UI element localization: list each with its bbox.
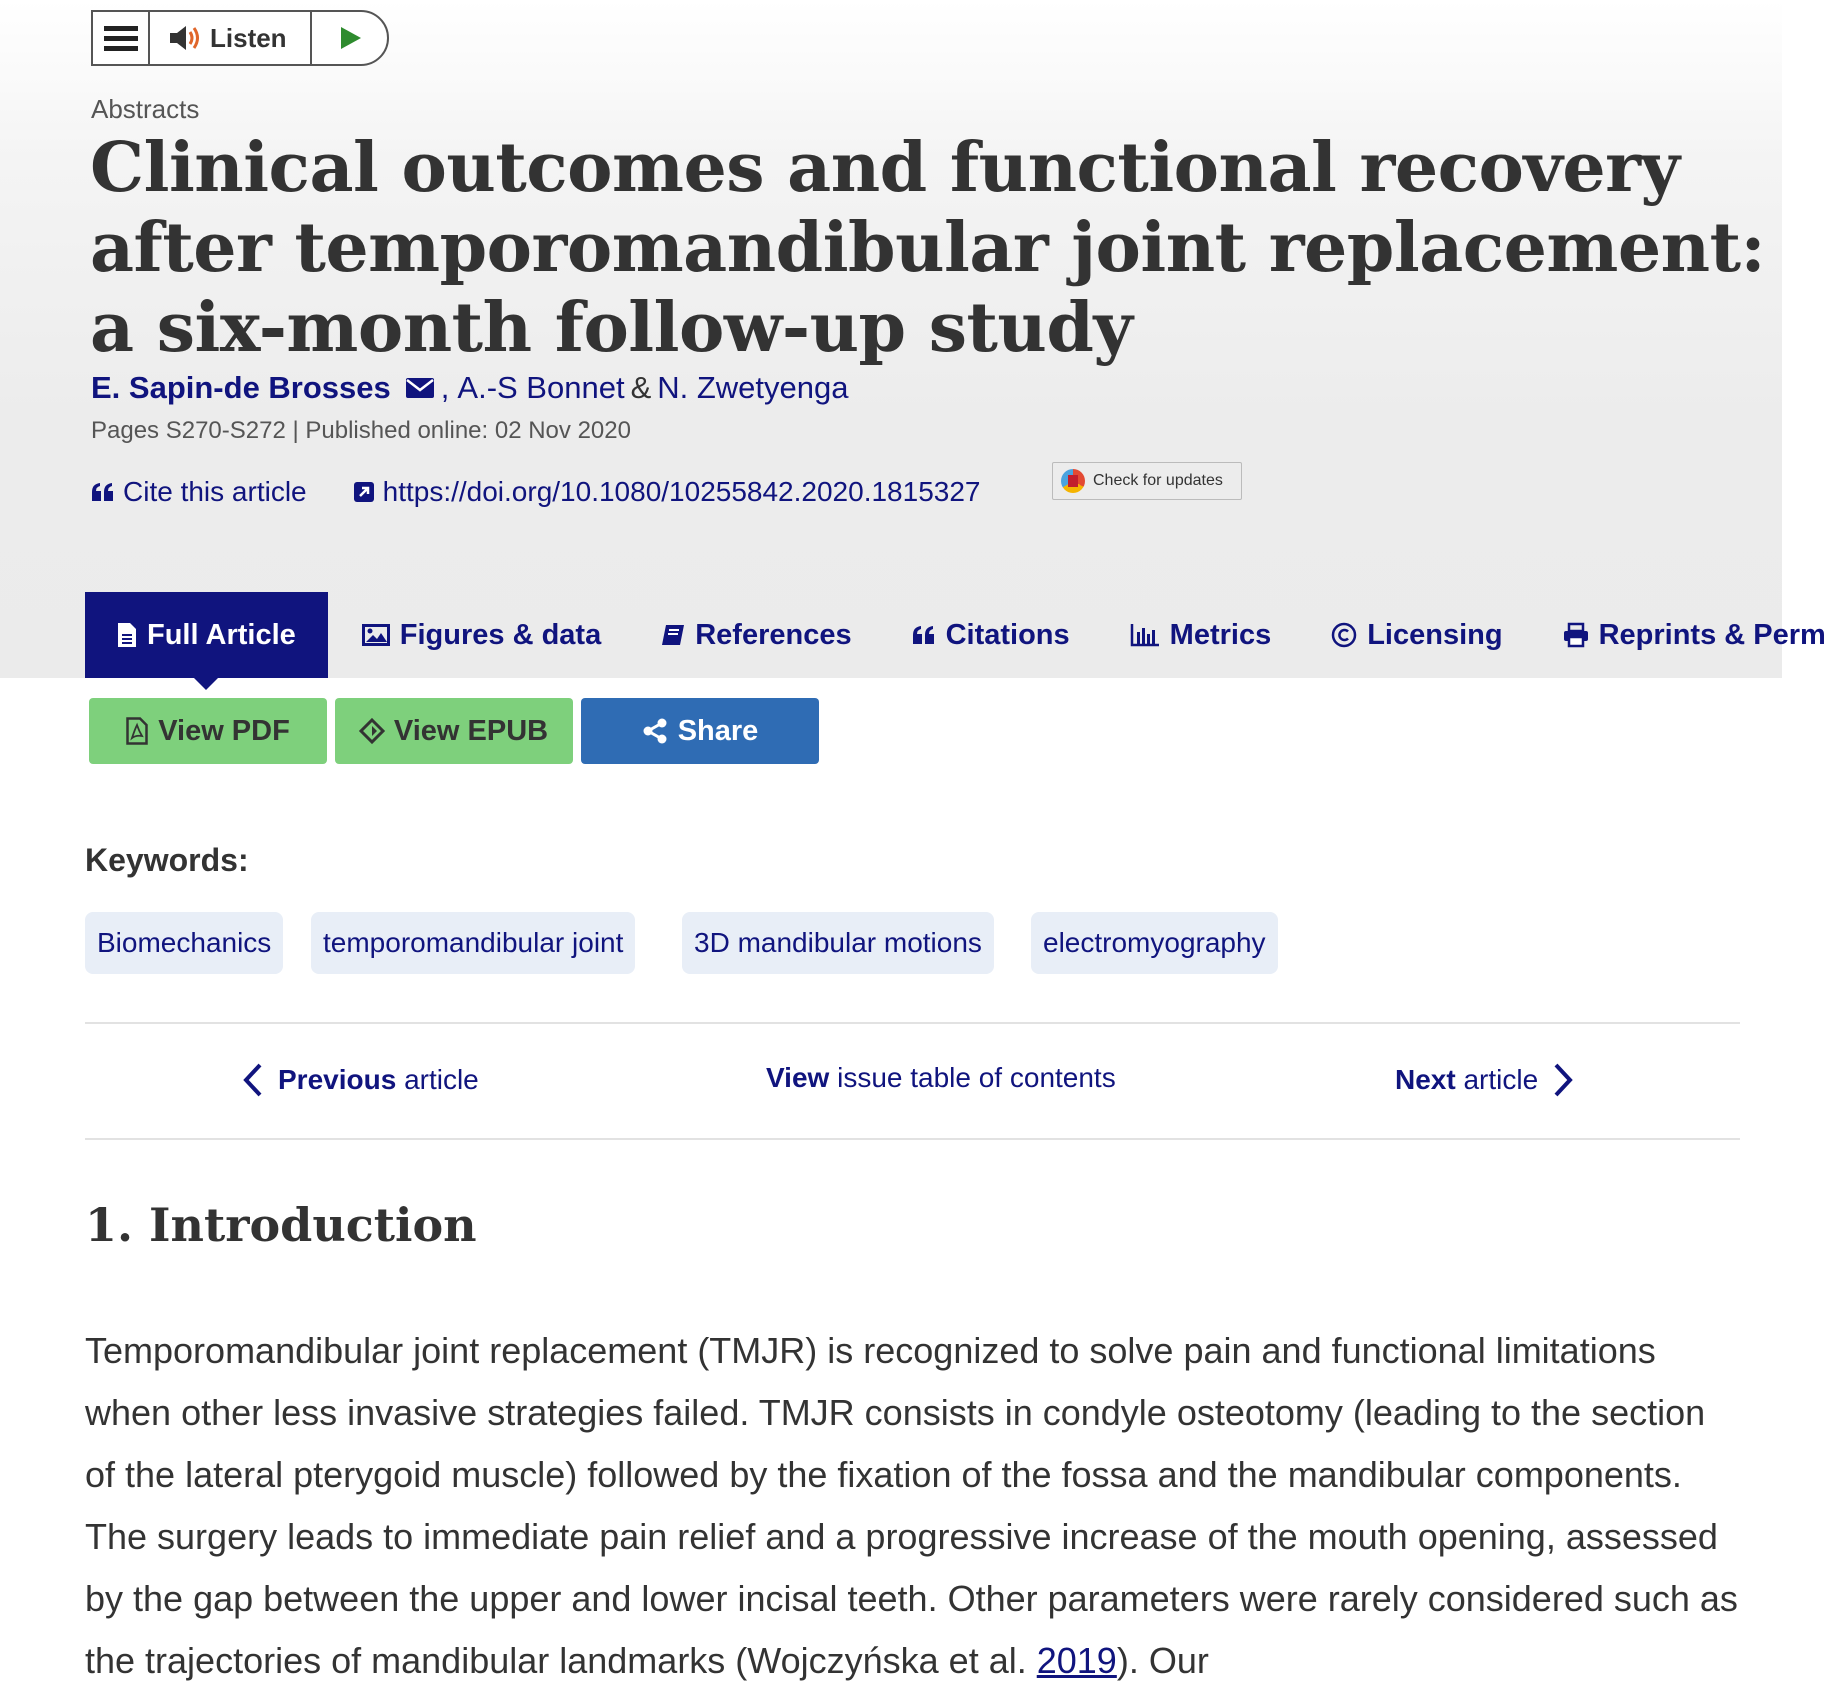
doi-label: https://doi.org/10.1080/10255842.2020.1815327 bbox=[382, 476, 981, 507]
menu-icon[interactable] bbox=[93, 12, 150, 64]
toc-label-bold: View bbox=[766, 1062, 830, 1093]
listen-label: Listen bbox=[210, 22, 287, 53]
tab-reprints-permissions[interactable] bbox=[1563, 592, 1826, 678]
previous-label-bold: Previous bbox=[278, 1064, 397, 1095]
previous-label-rest: article bbox=[404, 1064, 479, 1095]
article-meta-row bbox=[91, 476, 980, 508]
view-epub-label: View EPUB bbox=[393, 714, 549, 747]
epub-icon bbox=[360, 719, 384, 743]
listen-button[interactable] bbox=[150, 12, 312, 64]
next-label-rest: article bbox=[1463, 1064, 1539, 1095]
listen-widget[interactable] bbox=[91, 10, 389, 66]
doi-link[interactable] bbox=[353, 476, 981, 508]
copyright-icon bbox=[1331, 622, 1357, 648]
tab-label: Reprints & Perm bbox=[1598, 618, 1826, 651]
play-button[interactable] bbox=[312, 25, 387, 51]
author-list bbox=[91, 370, 849, 406]
speaker-icon bbox=[168, 23, 204, 53]
share-icon bbox=[642, 718, 668, 744]
chevron-right-icon bbox=[1552, 1062, 1574, 1098]
view-pdf-button[interactable] bbox=[89, 698, 327, 764]
issue-toc-link[interactable] bbox=[766, 1062, 1116, 1094]
tab-references[interactable] bbox=[661, 592, 851, 678]
view-pdf-label: View PDF bbox=[158, 714, 290, 747]
cite-label: Cite this article bbox=[123, 476, 307, 507]
keyword-chip[interactable]: 3D mandibular motions bbox=[682, 912, 994, 974]
tab-label: Full Article bbox=[147, 618, 296, 651]
pdf-file-icon bbox=[126, 717, 148, 745]
toc-label-rest: issue table of contents bbox=[837, 1062, 1116, 1093]
share-button[interactable] bbox=[581, 698, 819, 764]
cite-article-link[interactable] bbox=[91, 476, 307, 508]
tab-metrics[interactable] bbox=[1130, 592, 1272, 678]
keyword-chip[interactable]: Biomechanics bbox=[85, 912, 283, 974]
body-text-part: Temporomandibular joint replacement (TMJR) is recognized to solve pain and functional limitations when other less invasive strategies failed. TMJR consists in condyle osteotomy (leading to the section of the lateral pterygoid muscle) followed by the fixation of the fossa and the mandibular components. The surgery leads to immediate pain relief and a progressive increase of the mouth opening, assessed by the gap between the upper and lower incisal teeth. Other parameters were rarely considered such as the trajectories of mandibular landmarks (Wojczyńska et al. bbox=[85, 1330, 1738, 1681]
publication-info: Pages S270-S272 | Published online: 02 Nov 2020 bbox=[91, 417, 631, 444]
tab-full-article[interactable] bbox=[85, 592, 328, 678]
document-icon bbox=[117, 622, 137, 648]
divider bbox=[85, 1138, 1740, 1140]
body-paragraph bbox=[85, 1320, 1745, 1692]
author-link[interactable]: E. Sapin-de Brosses bbox=[91, 370, 391, 405]
play-icon bbox=[337, 25, 363, 51]
author-separator: , bbox=[440, 370, 450, 405]
next-label-bold: Next bbox=[1395, 1064, 1456, 1095]
tab-label: Figures & data bbox=[399, 618, 602, 651]
previous-article-link[interactable] bbox=[242, 1062, 479, 1098]
tab-label: Citations bbox=[945, 618, 1070, 651]
author-ampersand: & bbox=[630, 370, 652, 405]
external-link-icon bbox=[353, 481, 375, 503]
view-epub-button[interactable] bbox=[335, 698, 573, 764]
section-heading: 1. Introduction bbox=[85, 1198, 477, 1252]
tab-label: References bbox=[695, 618, 852, 651]
check-for-updates-button[interactable] bbox=[1052, 462, 1242, 500]
divider bbox=[85, 1022, 1740, 1024]
keyword-chip[interactable]: temporomandibular joint bbox=[311, 912, 635, 974]
envelope-icon[interactable] bbox=[405, 377, 435, 399]
tab-figures-data[interactable] bbox=[362, 592, 601, 678]
body-text-part: ). Our bbox=[1116, 1640, 1209, 1681]
printer-icon bbox=[1563, 623, 1589, 647]
tab-citations[interactable] bbox=[912, 592, 1070, 678]
tab-label: Licensing bbox=[1367, 618, 1503, 651]
keywords-label: Keywords: bbox=[85, 842, 249, 878]
article-tabs bbox=[85, 592, 1826, 678]
keyword-chip[interactable]: electromyography bbox=[1031, 912, 1278, 974]
crossmark-icon bbox=[1061, 469, 1085, 493]
chevron-left-icon bbox=[242, 1062, 264, 1098]
check-for-updates-label: Check for updates bbox=[1093, 472, 1223, 489]
image-icon bbox=[362, 624, 390, 646]
author-link[interactable]: N. Zwetyenga bbox=[657, 370, 849, 405]
bar-chart-icon bbox=[1130, 623, 1160, 647]
quote-icon bbox=[912, 625, 936, 645]
section-label: Abstracts bbox=[91, 94, 200, 124]
tab-licensing[interactable] bbox=[1331, 592, 1502, 678]
author-link[interactable]: A.-S Bonnet bbox=[457, 370, 625, 405]
share-label: Share bbox=[677, 714, 759, 747]
next-article-link[interactable] bbox=[1395, 1062, 1574, 1098]
tab-label: Metrics bbox=[1169, 618, 1272, 651]
quote-icon bbox=[91, 482, 115, 502]
reference-link[interactable]: 2019 bbox=[1036, 1640, 1117, 1681]
article-title: Clinical outcomes and functional recovery after temporomandibular joint replacement: a six-month follow-up study bbox=[90, 128, 1766, 368]
book-icon bbox=[661, 624, 685, 646]
